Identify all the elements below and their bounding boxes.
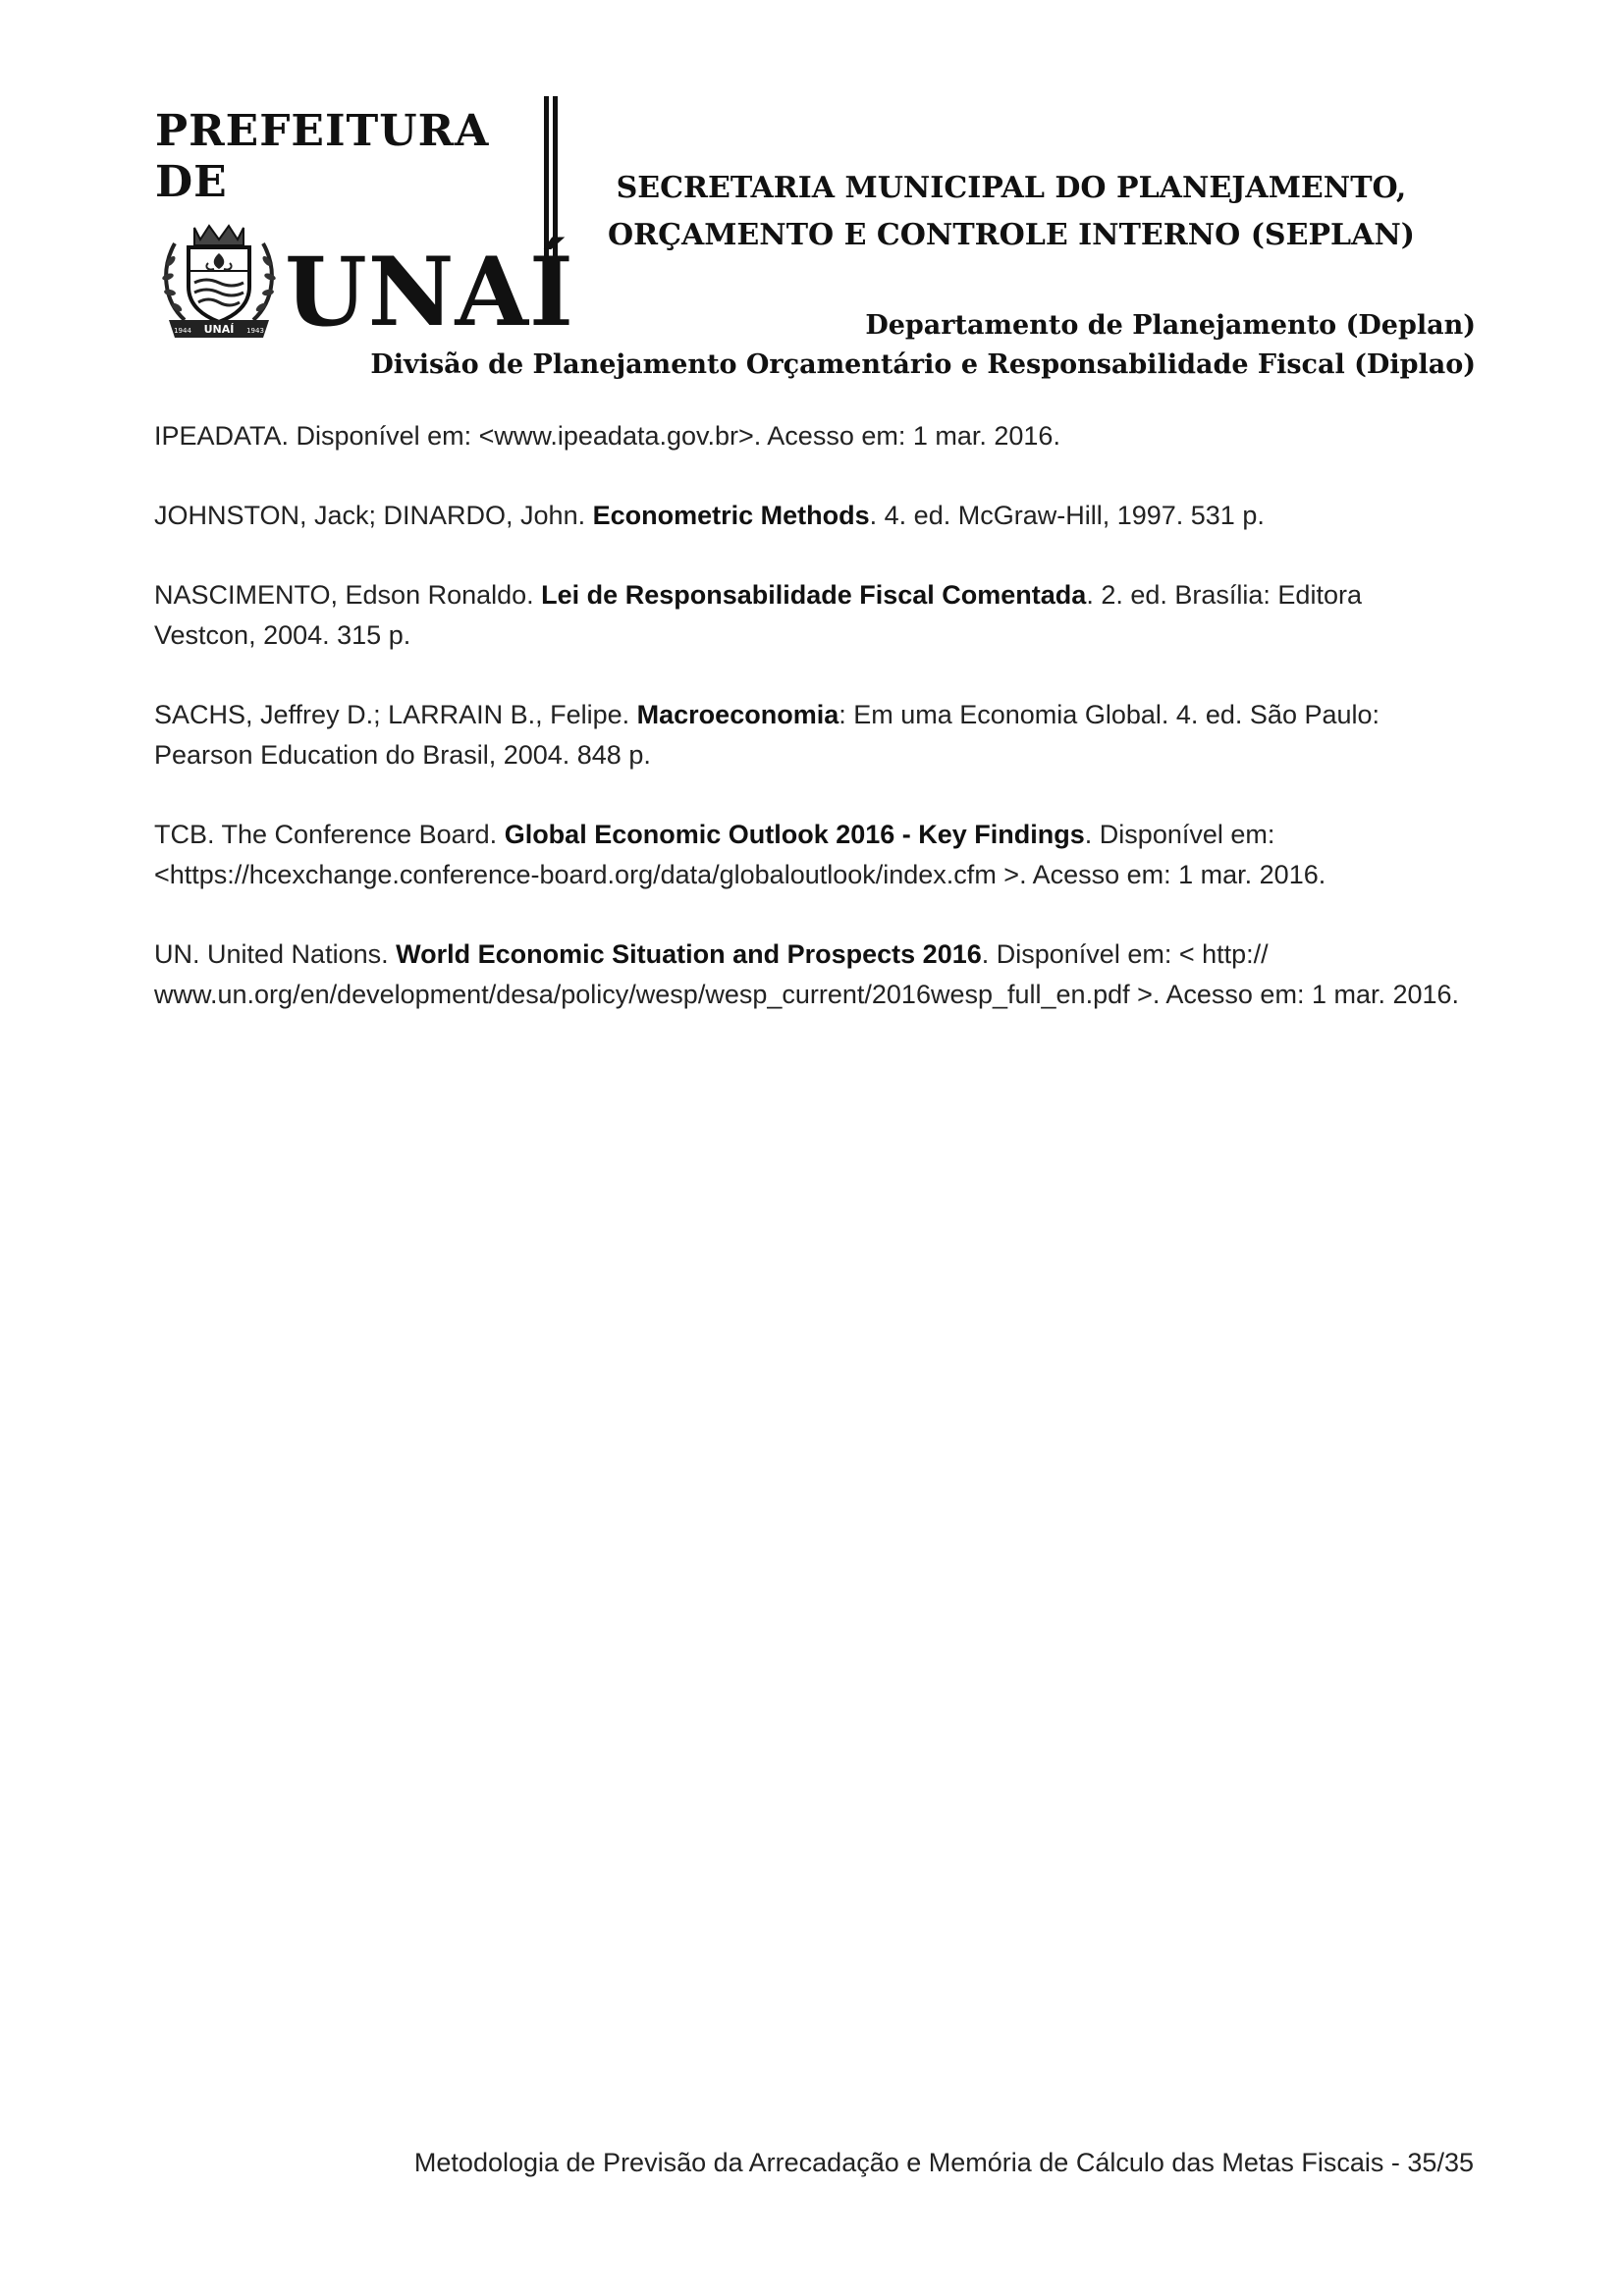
reference-item [154, 815, 1470, 895]
reference-authors: TCB. The Conference Board. [154, 820, 505, 849]
reference-item [154, 934, 1470, 1015]
reference-authors: SACHS, Jeffrey D.; LARRAIN B., Felipe. [154, 700, 637, 729]
department-block [370, 306, 1476, 385]
reference-item [154, 496, 1470, 536]
secretaria-line-2: ORÇAMENTO E CONTROLE INTERNO (SEPLAN) [608, 218, 1415, 252]
reference-item [154, 575, 1470, 656]
reference-item [154, 695, 1470, 775]
reference-details: . Disponível em: < http:// www.un.org/en/development/desa/policy/wesp/wesp_current/2016wesp_full_en.pdf >. Acesso em: 1 mar. 2016. [154, 939, 1460, 1009]
division-name: Divisão de Planejamento Orçamentário e Responsabilidade Fiscal (Diplao) [370, 349, 1476, 380]
reference-authors: JOHNSTON, Jack; DINARDO, John. [154, 501, 593, 530]
crest-ribbon-text: UNAÍ [203, 323, 235, 336]
page-footer: Metodologia de Previsão da Arrecadação e Memória de Cálculo das Metas Fiscais - 35/35 [413, 2148, 1474, 2177]
reference-text: IPEADATA. Disponível em: <www.ipeadata.gov.br>. Acesso em: 1 mar. 2016. [154, 421, 1060, 451]
reference-title: Macroeconomia [636, 700, 839, 729]
brand-top-text: PREFEITURA DE [155, 106, 490, 207]
crest-year-left: 1944 [174, 327, 191, 335]
secretaria-title [589, 165, 1434, 259]
secretaria-line-1: SECRETARIA MUNICIPAL DO PLANEJAMENTO, [616, 171, 1407, 205]
header-divider [544, 96, 558, 310]
reference-title: World Economic Situation and Prospects 2016 [396, 939, 982, 969]
reference-details: : Em uma Economia Global. 4. ed. São Paulo: Pearson Education do Brasil, 2004. 848 p. [154, 700, 1380, 770]
reference-authors: UN. United Nations. [154, 939, 397, 969]
department-name: Departamento de Planejamento (Deplan) [865, 310, 1476, 341]
reference-title: Econometric Methods [592, 501, 870, 530]
crest-year-right: 1943 [246, 327, 264, 335]
reference-title: Lei de Responsabilidade Fiscal Comentada [541, 580, 1087, 610]
brand-name: UNAÍ [285, 237, 574, 347]
reference-item [154, 416, 1470, 456]
reference-details: . Disponível em: <https://hcexchange.conference-board.org/data/globaloutlook/index.cfm >. Acesso em: 1 mar. 2016. [154, 820, 1326, 889]
coat-of-arms-icon [155, 214, 283, 342]
references-list [154, 416, 1470, 1054]
reference-details: . 2. ed. Brasília: Editora Vestcon, 2004. 315 p. [154, 580, 1362, 650]
reference-authors: NASCIMENTO, Edson Ronaldo. [154, 580, 542, 610]
reference-details: . 4. ed. McGraw-Hill, 1997. 531 p. [869, 501, 1265, 530]
reference-title: Global Economic Outlook 2016 - Key Findings [504, 820, 1085, 849]
